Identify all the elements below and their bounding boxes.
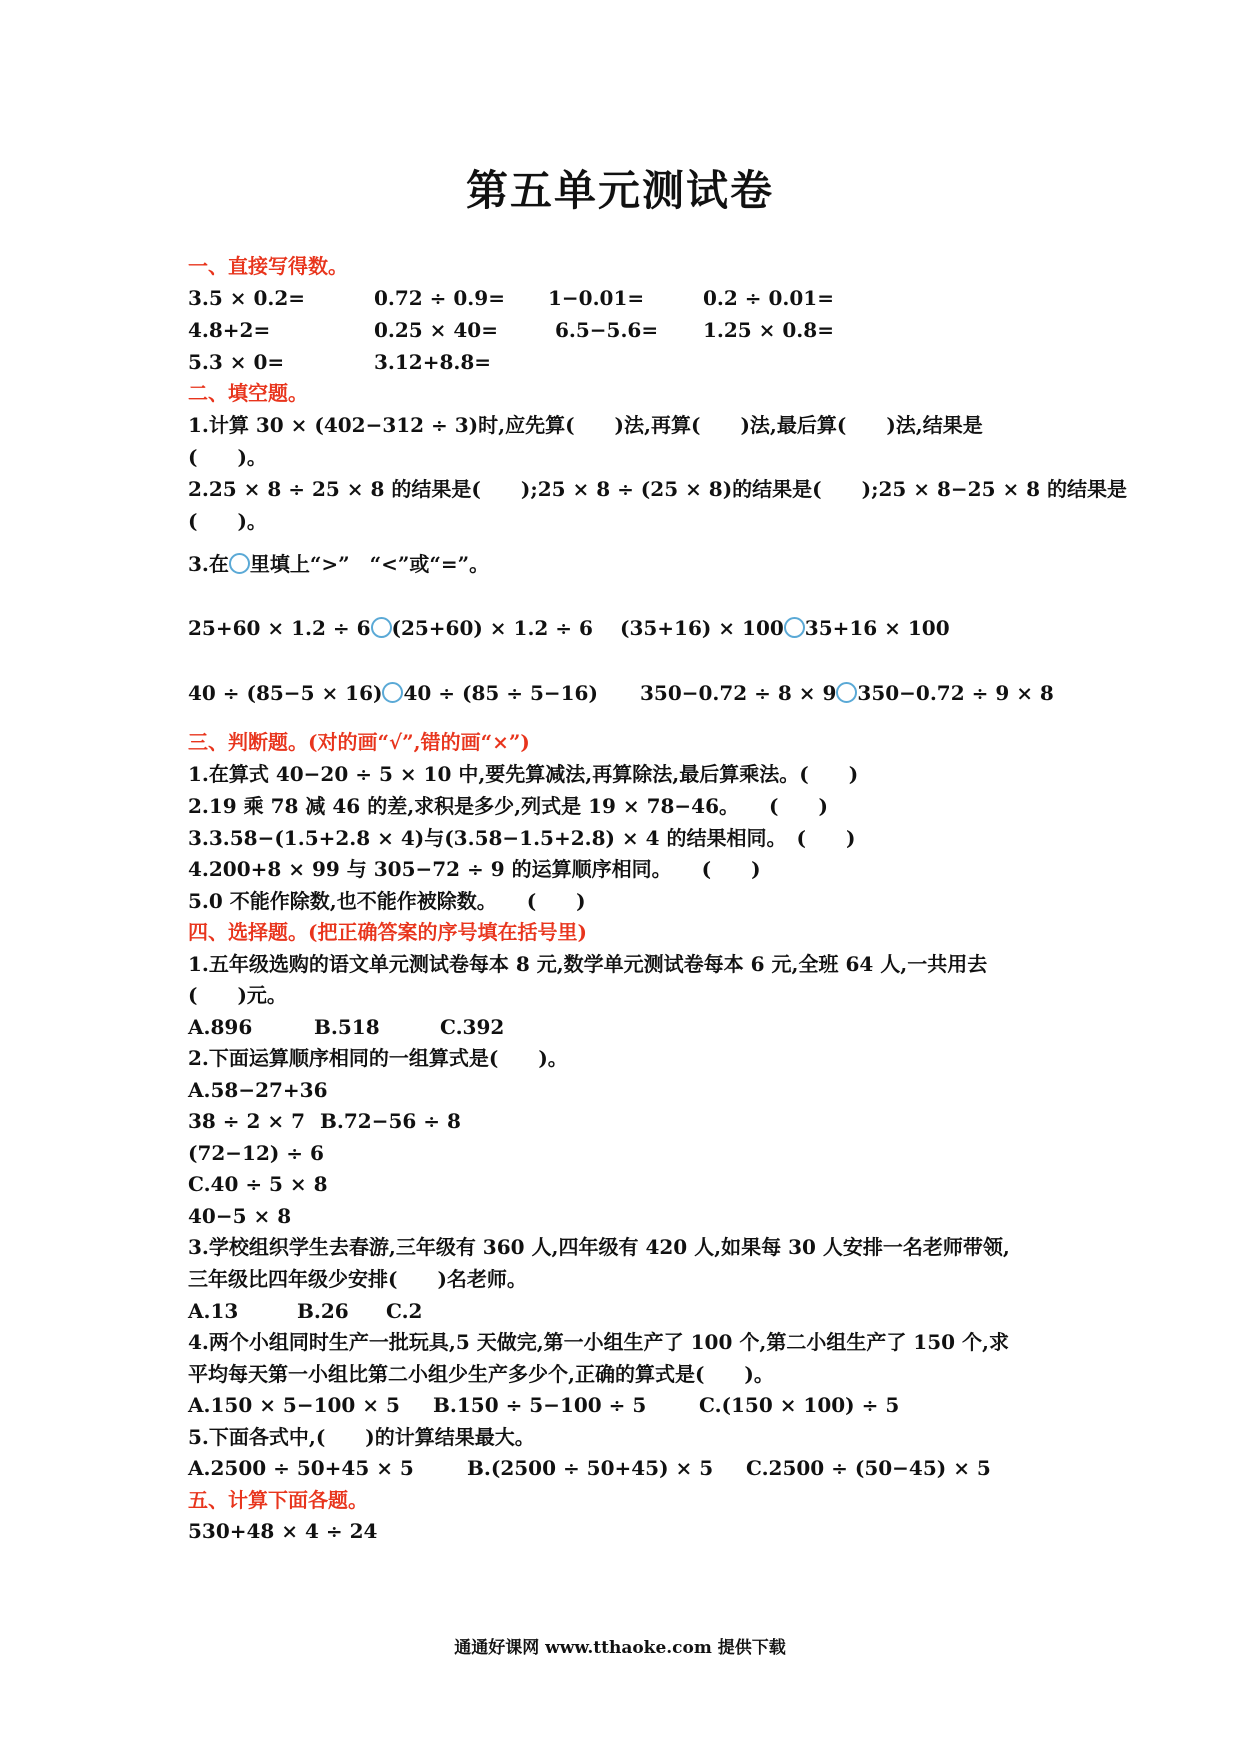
s4-q3-line1: 3.学校组织学生去春游,三年级有 360 人,四年级有 420 人,如果每 30 人安排一名老师带领, xyxy=(188,1235,1010,1259)
page-title: 第五单元测试卷 xyxy=(465,166,774,215)
compare-left: (35+16) × 100 xyxy=(620,616,784,640)
blank-circle-icon[interactable] xyxy=(382,682,403,703)
s4-q2-line: C.40 ÷ 5 × 8 xyxy=(188,1172,328,1196)
s1-item: 3.12+8.8= xyxy=(374,350,492,374)
compare-left: 40 ÷ (85−5 × 16) xyxy=(188,681,383,705)
blank-circle-icon[interactable] xyxy=(371,617,392,638)
s2-q2-line1: 2.25 × 8 ÷ 25 × 8 的结果是( );25 × 8 ÷ (25 × 8)的结果是( );25 × 8−25 × 8 的结果是 xyxy=(188,477,1128,501)
s1-item: 0.25 × 40= xyxy=(374,318,498,342)
s4-q2: 2.下面运算顺序相同的一组算式是( )。 xyxy=(188,1046,568,1070)
s4-q2-line: 40−5 × 8 xyxy=(188,1204,292,1228)
s4-q4-option-c: C.(150 × 100) ÷ 5 xyxy=(699,1393,900,1417)
s4-q3-option-a: A.13 xyxy=(188,1299,239,1323)
s4-q2-line: (72−12) ÷ 6 xyxy=(188,1141,324,1165)
s3-q4: 4.200+8 × 99 与 305−72 ÷ 9 的运算顺序相同。 ( ) xyxy=(188,857,761,881)
s4-q4-option-b: B.150 ÷ 5−100 ÷ 5 xyxy=(433,1393,647,1417)
s5-q1: 530+48 × 4 ÷ 24 xyxy=(188,1519,378,1543)
compare-row-1b xyxy=(620,617,950,638)
s4-q1-line2: ( )元。 xyxy=(188,983,287,1007)
blank-circle-icon[interactable] xyxy=(229,553,250,574)
compare-right: 350−0.72 ÷ 9 × 8 xyxy=(857,681,1054,705)
section-3-heading: 三、判断题。(对的画“√”,错的画“×”) xyxy=(188,730,530,754)
s4-q4-line2: 平均每天第一小组比第二小组少生产多少个,正确的算式是( )。 xyxy=(188,1362,774,1386)
s4-q5: 5.下面各式中,( )的计算结果最大。 xyxy=(188,1425,535,1449)
s4-q3-line2: 三年级比四年级少安排( )名老师。 xyxy=(188,1267,527,1291)
s3-q1: 1.在算式 40−20 ÷ 5 × 10 中,要先算减法,再算除法,最后算乘法。( ) xyxy=(188,762,859,786)
s4-q2-line: B.72−56 ÷ 8 xyxy=(320,1109,461,1133)
s4-q4-option-a: A.150 × 5−100 × 5 xyxy=(188,1393,400,1417)
s4-q2-line: 38 ÷ 2 × 7 xyxy=(188,1109,306,1133)
s4-q3-option-c: C.2 xyxy=(386,1299,423,1323)
s1-item: 0.2 ÷ 0.01= xyxy=(703,286,834,310)
s1-item: 4.8+2= xyxy=(188,318,271,342)
s1-item: 5.3 × 0= xyxy=(188,350,285,374)
s4-q3-option-b: B.26 xyxy=(297,1299,349,1323)
s4-q5-option-a: A.2500 ÷ 50+45 × 5 xyxy=(188,1456,414,1480)
compare-row-2a xyxy=(188,682,598,703)
s3-q3: 3.3.58−(1.5+2.8 × 4)与(3.58−1.5+2.8) × 4 的结果相同。 ( ) xyxy=(188,826,856,850)
blank-circle-icon[interactable] xyxy=(836,682,857,703)
footer-source: 通通好课网 www.tthaoke.com 提供下载 xyxy=(454,1638,786,1658)
s4-q4-line1: 4.两个小组同时生产一批玩具,5 天做完,第一小组生产了 100 个,第二小组生产了 150 个,求 xyxy=(188,1330,1009,1354)
s3-q5: 5.0 不能作除数,也不能作被除数。 ( ) xyxy=(188,889,586,913)
s3-q2: 2.19 乘 78 减 46 的差,求积是多少,列式是 19 × 78−46。 ( ) xyxy=(188,794,828,818)
s4-q1-option-a: A.896 xyxy=(188,1015,253,1039)
s2-q3-pre: 3.在 xyxy=(188,552,229,576)
s4-q5-option-b: B.(2500 ÷ 50+45) × 5 xyxy=(467,1456,714,1480)
compare-row-2b xyxy=(640,682,1054,703)
s1-item: 3.5 × 0.2= xyxy=(188,286,306,310)
s4-q1-line1: 1.五年级选购的语文单元测试卷每本 8 元,数学单元测试卷每本 6 元,全班 64 人,一共用去 xyxy=(188,952,988,976)
s1-item: 6.5−5.6= xyxy=(555,318,659,342)
s2-q3 xyxy=(188,553,489,574)
s4-q2-line: A.58−27+36 xyxy=(188,1078,328,1102)
section-2-heading: 二、填空题。 xyxy=(188,381,308,405)
compare-right: 35+16 × 100 xyxy=(804,616,950,640)
compare-left: 25+60 × 1.2 ÷ 6 xyxy=(188,616,371,640)
section-1-heading: 一、直接写得数。 xyxy=(188,254,348,278)
compare-left: 350−0.72 ÷ 8 × 9 xyxy=(640,681,837,705)
compare-right: (25+60) × 1.2 ÷ 6 xyxy=(391,616,593,640)
section-4-heading: 四、选择题。(把正确答案的序号填在括号里) xyxy=(188,920,587,944)
compare-right: 40 ÷ (85 ÷ 5−16) xyxy=(403,681,598,705)
s1-item: 0.72 ÷ 0.9= xyxy=(374,286,505,310)
section-5-heading: 五、计算下面各题。 xyxy=(188,1488,368,1512)
s1-item: 1−0.01= xyxy=(548,286,645,310)
s4-q5-option-c: C.2500 ÷ (50−45) × 5 xyxy=(746,1456,991,1480)
s2-q1-line2: ( )。 xyxy=(188,445,267,469)
s2-q3-post: 里填上“>” “<”或“=”。 xyxy=(249,552,490,576)
blank-circle-icon[interactable] xyxy=(784,617,805,638)
s2-q2-line2: ( )。 xyxy=(188,509,267,533)
s4-q1-option-b: B.518 xyxy=(314,1015,380,1039)
s1-item: 1.25 × 0.8= xyxy=(703,318,834,342)
s4-q1-option-c: C.392 xyxy=(440,1015,505,1039)
s2-q1-line1: 1.计算 30 × (402−312 ÷ 3)时,应先算( )法,再算( )法,最后算( )法,结果是 xyxy=(188,413,983,437)
compare-row-1a xyxy=(188,617,593,638)
